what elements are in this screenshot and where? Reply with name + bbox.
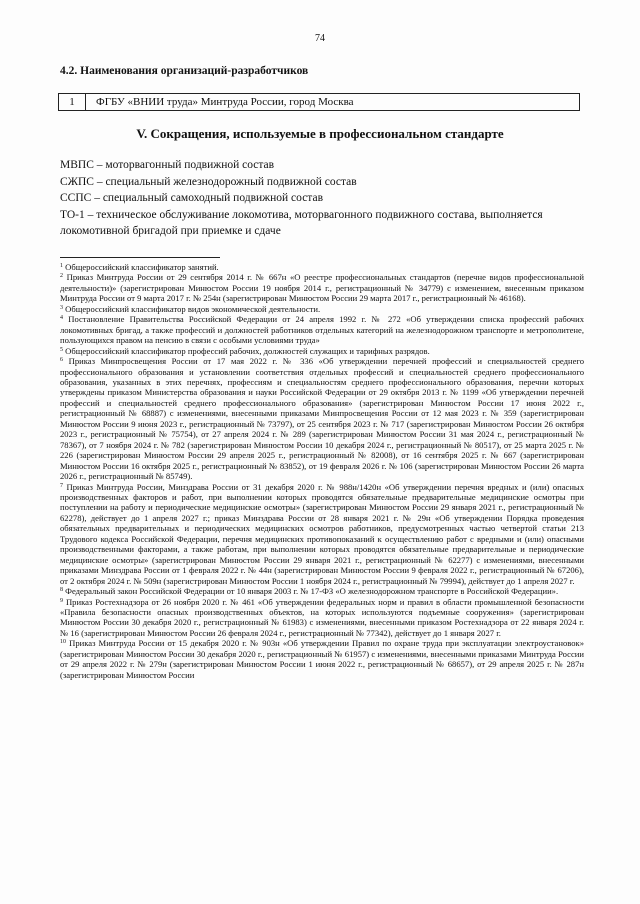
footnote: [60, 597, 584, 639]
abbreviations-heading: V. Сокращения, используемые в профессиональном стандарте: [136, 126, 504, 141]
footnote-number: 7: [60, 482, 63, 489]
footnote: [60, 356, 584, 481]
footnote: [60, 314, 584, 345]
footnote-number: 4: [60, 315, 63, 322]
footnote-number: 10: [60, 639, 66, 646]
footnote-number: 6: [60, 357, 63, 364]
footnote: [60, 272, 584, 303]
footnote-text: Общероссийский классификатор профессий рабочих, должностей служащих и тарифных разрядов.: [65, 345, 430, 356]
footnote: [60, 586, 584, 596]
footnote-separator: [60, 257, 220, 258]
footnote-text: Общероссийский классификатор занятий.: [65, 262, 219, 272]
footnote: [60, 346, 584, 356]
footnote-text: Федеральный закон Российской Федерации от 10 января 2003 г. № 17-ФЗ «О железнодорожном транспорте в Российской Федерации».: [65, 586, 559, 597]
footnote-number: 1: [60, 263, 63, 269]
footnote-number: 5: [60, 346, 63, 353]
footnote-number: 8: [60, 587, 63, 594]
developer-number: 1: [59, 94, 86, 110]
abbreviation-item: СЖПС – специальный железнодорожный подвижной состав: [60, 175, 357, 188]
footnote-text: Приказ Минпросвещения России от 17 мая 2022 г. № 336 «Об утверждении перечней профессий и специальностей среднего профессионального образования и установлении соответствия отдельных профессий и специальностей среднего профессионального образования, указанных в этих перечнях, профессиям и специальностям среднего профессионального образования, перечни которых утверждены приказом Министерства образования и науки Российской Федерации от 29 октября 2013 г. № 1199 «Об утверждении перечней профессий и специальностей среднего профессионального образования» (зарегистрирован Минюстом России 17 июня 2022 г., регистрационный № 68887) с изменениями, внесенными приказами Минпросвещения России от 12 мая 2023 г. № 359 (зарегистрирован Минюстом России 9 июня 2023 г., регистрационный № 73797), от 25 сентября 2023 г. № 717 (зарегистрирован Минюстом России 26 октября 2023 г., регистрационный № 75754), от 27 апреля 2024 г. № 289 (зарегистрирован Минюстом России 31 мая 2024 г., регистрационный № 78367), от 7 ноября 2024 г. № 782 (зарегистрирован Минюстом России 10 декабря 2024 г., регистрационный № 80517), от 25 марта 2025 г. № 226 (зарегистрирован Минюстом России 29 апреля 2025 г., регистрационный № 82008), от 16 сентября 2025 г. № 667 (зарегистрирован Минюстом России 16 октября 2025 г., регистрационный № 83852), от 19 февраля 2026 г. № 106 (зарегистрирован Минюстом России 26 марта 2026 г., регистрационный № 85749).: [60, 356, 584, 482]
abbreviations-list: [60, 157, 584, 240]
footnote-text: Постановление Правительства Российской Федерации от 24 апреля 1992 г. № 272 «Об утверждении списка профессий рабочих локомотивных бригад, а также профессий и должностей работников отдельных категорий на железнодорожном транспорте и метрополитене, пользующихся правом на пенсию в связи с особыми условиями труда»: [60, 314, 584, 346]
abbreviation-item: ТО-1 – техническое обслуживание локомотива, моторвагонного подвижного состава, выполняется локомотивной бригадой при приемке и сдаче: [60, 208, 543, 238]
developers-heading: 4.2. Наименования организаций-разработчиков: [60, 65, 309, 77]
abbreviation-item: МВПС – моторвагонный подвижной состав: [60, 159, 275, 171]
footnote-number: 2: [60, 273, 63, 280]
footnote: [60, 638, 584, 680]
footnotes: [60, 262, 584, 680]
footnote: [60, 482, 584, 587]
footnote-text: Приказ Ростехнадзора от 26 ноября 2020 г. № 461 «Об утверждении федеральных норм и правил в области промышленной безопасности «Правила безопасности опасных производственных объектов, на которых используются подъемные сооружения» (зарегистрирован Минюстом России 30 декабря 2020 г., регистрационный № 61983) с изменениями, внесенными приказом Ростехнадзора от 22 января 2024 г. № 16 (зарегистрирован Минюстом России 26 февраля 2024 г., регистрационный № 77342), действует до 1 января 2027 г.: [60, 596, 584, 638]
footnote: [60, 262, 584, 272]
abbreviation-item: ССПС – специальный самоходный подвижной состав: [60, 192, 324, 205]
footnote-text: Приказ Минтруда России от 15 декабря 2020 г. № 903н «Об утверждении Правил по охране труда при эксплуатации электроустановок» (зарегистрирован Минюстом России 30 декабря 2020 г., регистрационный № 61957) с изменениями, внесенными приказами Минтруда России от 29 апреля 2022 г. № 279н (зарегистрирован Минюстом России 1 июня 2022 г., регистрационный № 68657), от 29 апреля 2025 г. № 287н (зарегистрирован Минюстом России: [60, 638, 585, 680]
footnote: [60, 304, 584, 314]
footnote-text: Приказ Минтруда России, Минздрава России от 31 декабря 2020 г. № 988н/1420н «Об утверждении перечня вредных и (или) опасных производственных факторов и работ, при выполнении которых проводятся обязательные предварительные медицинские осмотры при поступлении на работу и периодические медицинские осмотры» (зарегистрирован Минюстом России 29 января 2021 г., регистрационный № 62278), действует до 1 апреля 2027 г.; приказ Минздрава России от 28 января 2021 г. № 29н «Об утверждении Порядка проведения обязательных предварительных и периодических медицинских осмотров работников, предусмотренных частью четвертой статьи 213 Трудового кодекса Российской Федерации, перечня медицинских противопоказаний к осуществлению работ с вредными и (или) опасными производственными факторами, а также работам, при выполнении которых проводятся обязательные предварительные и периодические медицинские осмотры» (зарегистрирован Минюстом России 29 января 2021 г., регистрационный № 62277) с изменениями, внесенными приказами Минздрава России от 1 февраля 2022 г. № 44н (зарегистрирован Минюстом России 9 февраля 2022 г., регистрационный № 67206), от 2 октября 2024 г. № 509н (зарегистрирован Минюстом России 1 ноября 2024 г., регистрационный № 79994), действует до 1 апреля 2027 г.: [60, 481, 584, 586]
footnote-text: Приказ Минтруда России от 29 сентября 2014 г. № 667н «О реестре профессиональных стандартов (перечне видов профессиональной деятельности)» (зарегистрирован Минюстом России 19 ноября 2014 г., регистрационный № 34779) с изменением, внесенным приказом Минтруда России от 9 марта 2017 г. № 254н (зарегистрирован Минюстом России 29 марта 2017 г., регистрационный № 46168).: [60, 272, 585, 304]
developer-name: ФГБУ «ВНИИ труда» Минтруда России, город Москва: [96, 96, 354, 108]
footnote-text: Общероссийский классификатор видов экономической деятельности.: [65, 303, 321, 314]
developers-table: [58, 93, 580, 111]
footnote-number: 9: [60, 597, 63, 604]
page-number: 74: [315, 33, 325, 44]
footnote-number: 3: [60, 304, 63, 311]
